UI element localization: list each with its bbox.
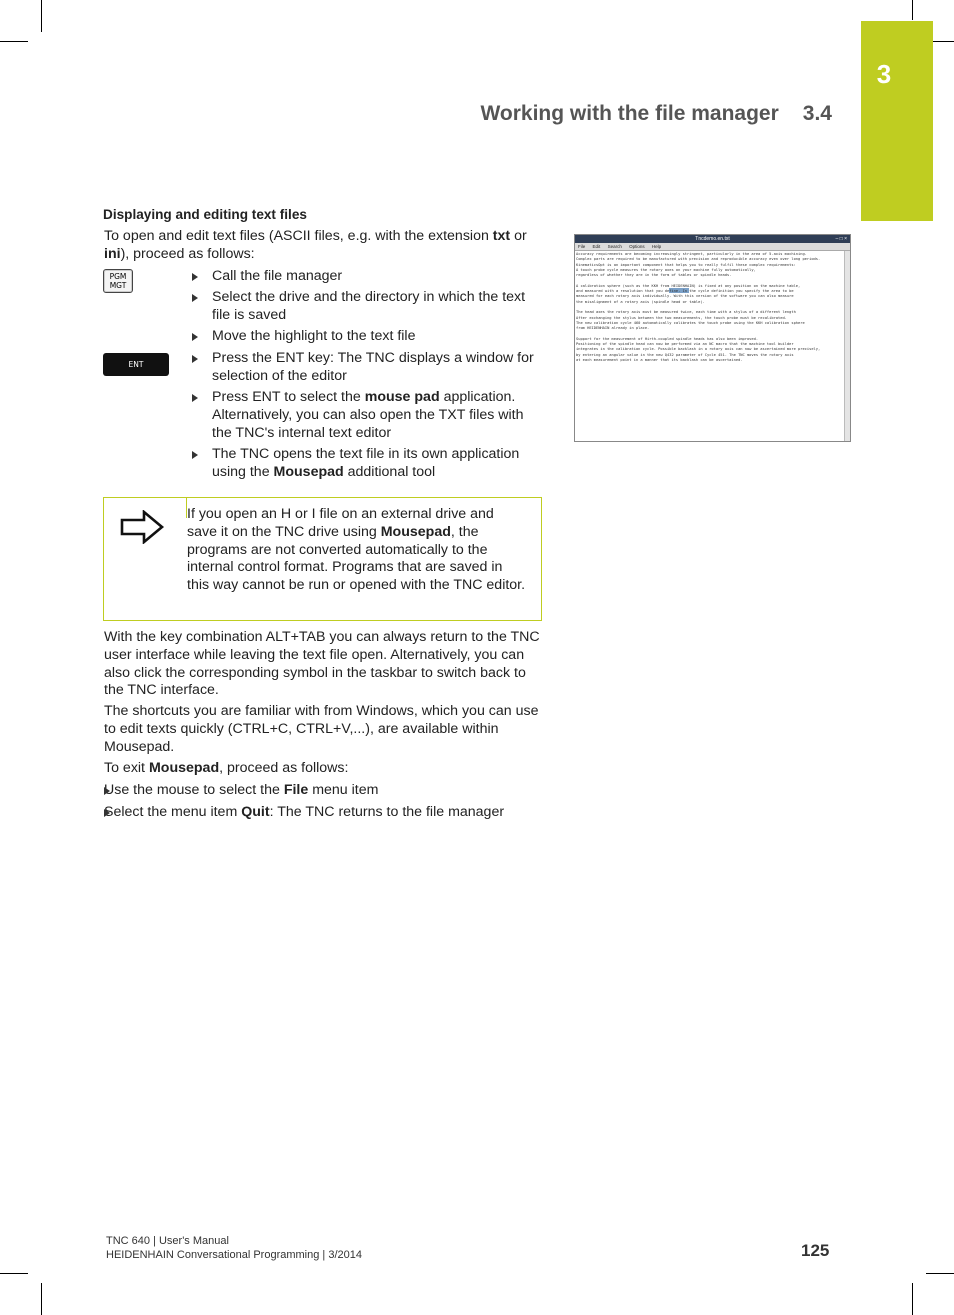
arrow-bullet-icon [104, 787, 110, 795]
footer-manual-title: TNC 640 | User's Manual [106, 1235, 229, 1247]
step-text [212, 389, 544, 442]
arrow-bullet-icon [192, 451, 198, 459]
screenshot-title-bar [575, 235, 850, 243]
crop-mark [0, 41, 28, 42]
note-arrow-icon [120, 510, 166, 544]
header-title: Working with the file manager [480, 102, 779, 125]
exit-text-part: , proceed as follows: [219, 760, 349, 776]
screenshot-editor-area [575, 251, 850, 441]
step-bold-term: Mousepad [273, 463, 344, 480]
step-item [192, 389, 544, 442]
arrow-bullet-icon [192, 333, 198, 341]
screenshot-menu-item: Edit [592, 244, 601, 249]
note-text [187, 506, 527, 595]
running-header [480, 102, 832, 126]
screenshot-menu-bar [575, 243, 850, 251]
crop-mark [41, 0, 42, 32]
note-text-part: If you open an H or I file on an external drive and save it on the TNC drive using [187, 506, 494, 540]
step-item [192, 328, 544, 346]
intro-ext-ini: ini [104, 245, 121, 262]
alt-tab-paragraph: With the key combination ALT+TAB you can always return to the TNC user interface while leaving the text file open. Alternatively, you can also click the corresponding symbol in the taskbar to switch back to the TNC interface. [104, 629, 540, 699]
step-item [192, 289, 544, 325]
header-section-number: 3.4 [802, 102, 832, 125]
crop-mark [926, 1273, 954, 1274]
shortcuts-paragraph: The shortcuts you are familiar with from Windows, which you can use to edit texts quickly (CTRL+C, CTRL+V,...), are available within Mousepad. [104, 703, 539, 755]
exit-step-item [104, 782, 549, 800]
step-bold-term: File [283, 782, 309, 798]
step-text-part: application. Alternatively, you can also open the TXT files with the TNC's internal text editor [212, 389, 524, 441]
crop-mark [0, 1273, 28, 1274]
step-text-part: menu item [308, 782, 379, 798]
intro-text: or [510, 228, 527, 244]
step-item [192, 350, 544, 386]
mousepad-screenshot [574, 234, 851, 442]
page-number: 125 [801, 1241, 830, 1260]
screenshot-menu-item: Help [651, 244, 662, 249]
intro-paragraph [104, 228, 544, 264]
chapter-number: 3 [876, 59, 892, 89]
step-text: Move the highlight to the text file [212, 328, 416, 344]
chapter-tab [861, 21, 933, 221]
step-text: Call the file manager [212, 268, 343, 284]
screenshot-title: Tncdemo.en.txt [695, 236, 730, 242]
step-text-part: : The TNC returns to the file manager [269, 804, 505, 820]
arrow-bullet-icon [192, 273, 198, 281]
exit-text-part: To exit [104, 760, 149, 776]
step-text [104, 782, 378, 798]
footer-manual-subtitle: HEIDENHAIN Conversational Programming | 3/2014 [106, 1249, 362, 1261]
exit-step-item [104, 804, 549, 822]
step-item [192, 446, 544, 482]
exit-paragraph [104, 760, 544, 778]
ent-key: ENT [103, 353, 169, 376]
exit-bold-term: Mousepad [148, 760, 220, 776]
step-text: Select the drive and the directory in which the text file is saved [212, 289, 526, 323]
arrow-bullet-icon [192, 394, 198, 402]
step-text-part: The TNC opens the text file in its own application using the [212, 446, 520, 480]
step-bold-term: Quit [241, 804, 270, 820]
crop-mark [41, 1283, 42, 1315]
screenshot-scrollbar [844, 251, 850, 441]
arrow-bullet-icon [192, 355, 198, 363]
intro-text: ), proceed as follows: [120, 245, 255, 262]
step-text: Press the ENT key: The TNC displays a window for selection of the editor [212, 350, 534, 384]
arrow-bullet-icon [192, 294, 198, 302]
screenshot-menu-item: File [578, 244, 586, 249]
note-text-part: , the programs are not converted automatically to the internal control format. Programs that are saved in this way cannot be run or opened with the TNC editor. [187, 523, 526, 594]
step-bold-term: mouse pad [364, 389, 440, 405]
arrow-bullet-icon [104, 809, 110, 817]
step-item [192, 268, 544, 286]
pgm-mgt-key: PGM MGT [103, 269, 133, 293]
note-bold-term: Mousepad [380, 523, 451, 540]
step-text [212, 446, 544, 482]
step-text-part: Select the menu item [104, 804, 242, 820]
crop-mark [912, 0, 913, 20]
step-text-part: Press ENT to select the [212, 389, 365, 405]
section-heading: Displaying and editing text files [103, 207, 307, 222]
screenshot-editor-text: Accuracy requirements are becoming increasingly stringent, particularly in the area of 5-axis machining. Complex parts are required to be manufactured with precision and reproducible accuracy even over long periods. KinematicsOpt is an important component that helps you to really fulfil these complex requirements: A touch probe cycle measures the rotary axes on your machine fully automatically, regardless of whether they are in the form of tables or spindle heads. A calibration sphere (such as the KKH from HEIDENHAIN) is fixed at any position on the machine table, and measured with a resolution that you define. In the cycle definition you specify the area to be measured for each rotary axis individually. With this version of the software you can also measure the misalignment of a rotary axis (spindle head or table). The head axes the rotary axis must be measured twice, each time with a stylus of a different length After exchanging the stylus between the two measurements, the touch probe must be recalibrated. The new calibration cycle 460 automatically calibrates the touch probe using the KKH calibration sphere from HEIDENHAIN already in place. Support for the measurement of Hirth-coupled spindle heads has also been improved. Positioning of the spindle head can now be performed via an NC macro that the machine tool builder integrates in the calibration cycle. Possible backlash in a rotary axis can now be ascertained more precisely, by entering an angular value in the new Q432 parameter of Cycle 451. The TNC moves the rotary axis at each measurement point in a manner that its backlash can be ascertained. [576, 252, 821, 362]
step-text-part: additional tool [343, 463, 436, 480]
note-box [103, 497, 542, 621]
intro-text: To open and edit text files (ASCII files, e.g. with the extension [104, 228, 493, 244]
crop-mark [912, 1283, 913, 1315]
screenshot-menu-item: Options [629, 244, 645, 249]
window-controls-icon: – □ × [835, 236, 847, 242]
screenshot-menu-item: Search [607, 244, 622, 249]
step-text [104, 804, 504, 820]
step-text-part: Use the mouse to select the [104, 782, 284, 798]
intro-ext-txt: txt [492, 228, 511, 244]
